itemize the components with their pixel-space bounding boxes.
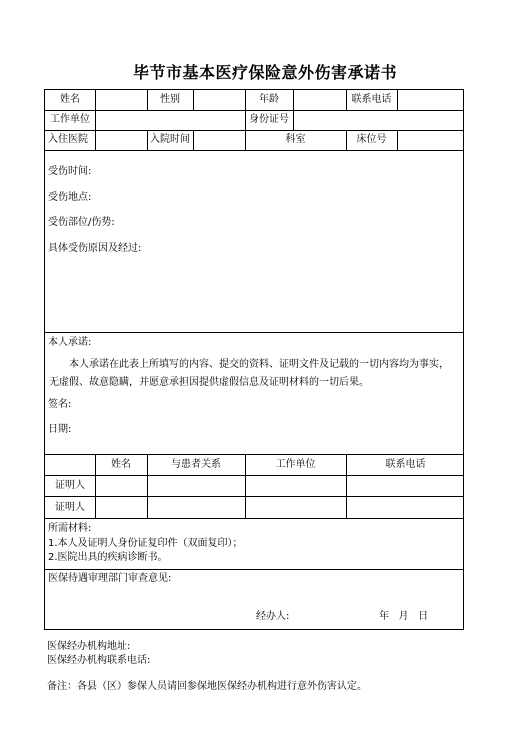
witness-header-work-unit: 工作单位 [275,459,316,470]
col-divider [147,130,148,150]
injury-details-area[interactable] [46,151,462,331]
materials-heading: 所需材料: [48,523,92,534]
witness-row-2-fields[interactable] [96,497,463,517]
promise-heading: 本人承诺: [48,337,92,348]
witness-header-relation: 与患者关系 [171,459,221,470]
witness-row-label: 证明人 [55,502,85,513]
section-divider [45,454,463,455]
section-divider [45,332,463,333]
review-heading: 医保待遇审理部门审查意见: [48,573,172,584]
label-injury-place: 受伤地点: [48,192,92,203]
label-injury-part: 受伤部位/伤势: [48,217,115,228]
label-gender: 性别 [160,94,180,105]
label-date: 日期: [48,424,72,435]
label-sign: 签名: [48,399,72,410]
phone-field[interactable] [398,91,463,110]
admit-time-field[interactable] [194,131,244,150]
label-phone: 联系电话 [351,94,392,105]
section-divider [45,518,463,519]
agency-address: 医保经办机构地址: [47,641,131,652]
label-admit-time: 入院时间 [150,134,190,145]
footer-note: 备注：各县（区）参保人员请回参保地医保经办机构进行意外伤害认定。 [47,681,367,692]
date-field[interactable] [75,420,275,438]
id-number-field[interactable] [294,111,463,130]
name-field[interactable] [96,91,146,110]
witness-row-label: 证明人 [55,480,85,491]
age-field[interactable] [294,91,345,110]
label-injury-time: 受伤时间: [48,166,92,177]
label-work-unit: 工作单位 [50,114,90,125]
materials-item: 2.医院出具的疾病诊断书。 [48,552,168,563]
witness-row-1-fields[interactable] [96,476,463,496]
label-hospital: 入住医院 [48,134,88,145]
label-injury-cause: 具体受伤原因及经过: [48,243,142,254]
work-unit-field[interactable] [96,111,244,130]
label-handler: 经办人: [256,611,290,622]
gender-field[interactable] [194,91,244,110]
label-department: 科室 [285,134,306,145]
label-id-number: 身份证号 [249,114,289,125]
section-divider [45,569,463,570]
materials-item: 1.本人及证明人身份证复印件（双面复印）； [48,538,243,549]
witness-header-name: 姓名 [111,459,131,470]
label-bed-no: 床位号 [356,134,387,145]
page-title: 毕节市基本医疗保险意外伤害承诺书 [132,63,397,82]
witness-header-phone: 联系电话 [385,459,426,470]
label-age: 年龄 [259,94,279,105]
bed-no-field[interactable] [398,131,463,150]
label-name: 姓名 [60,94,80,105]
commitment-form [44,89,464,630]
agency-phone: 医保经办机构联系电话: [47,655,151,666]
hospital-field[interactable] [96,131,146,150]
signature-field[interactable] [75,395,275,413]
promise-text: 本人承诺在此表上所填写的内容、提交的资料、证明文件及记载的一切内容均为事实，无虚假、故意隐瞒，并愿意承担因提供虚假信息及证明材料的一切后果。 [49,359,449,388]
review-date: 年 月 日 [379,611,429,622]
